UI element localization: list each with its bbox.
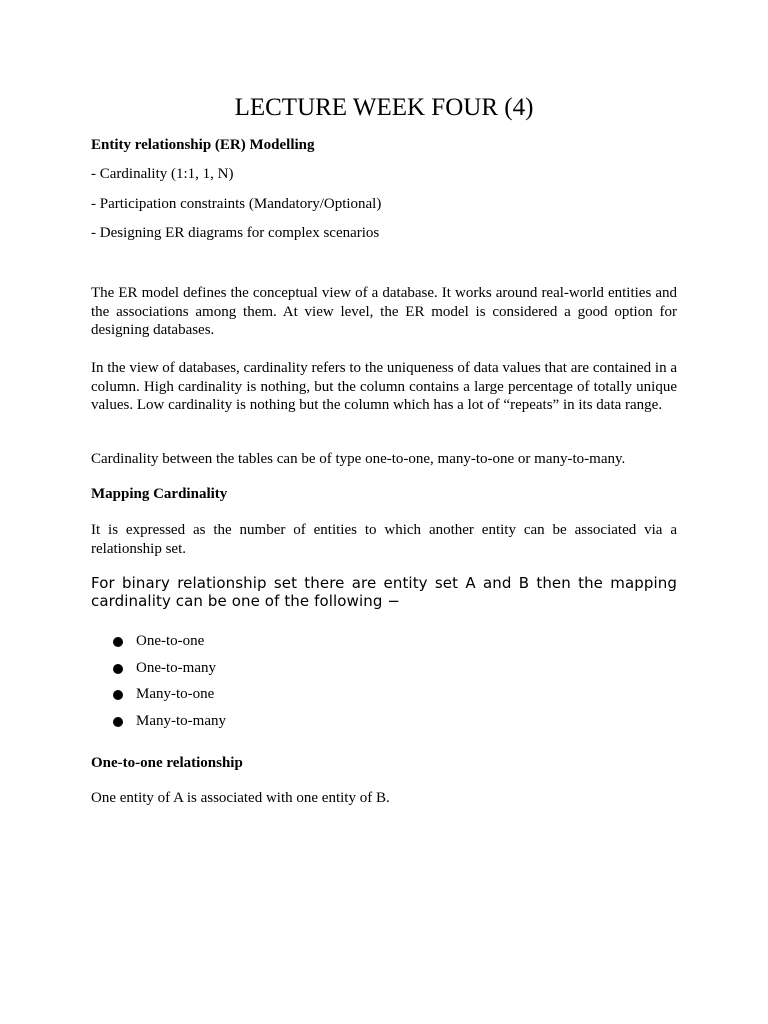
paragraph-cardinality-definition: In the view of databases, cardinality refers to the uniqueness of data values that are contained in a column. High cardinality is nothing, but the column contains a large percentage of totally unique values. Low cardinality is nothing but the column which has a lot of “repeats” in its data range. <box>91 360 677 413</box>
list-item <box>112 659 226 686</box>
bullet-icon <box>113 690 123 700</box>
bullet-icon <box>113 664 123 674</box>
bullet-icon <box>113 637 123 647</box>
topic-item: - Cardinality (1:1, 1, N) <box>91 166 234 182</box>
paragraph-cardinality-types: Cardinality between the tables can be of type one-to-one, many-to-one or many-to-many. <box>91 451 626 467</box>
list-item-label: One-to-many <box>136 659 216 676</box>
list-item <box>112 685 226 712</box>
page-title: LECTURE WEEK FOUR (4) <box>234 94 534 121</box>
list-item-label: One-to-one <box>136 633 205 649</box>
list-item-label: Many-to-many <box>136 712 226 729</box>
bullet-icon <box>113 717 123 727</box>
paragraph-er-model: The ER model defines the conceptual view of a database. It works around real-world entities and the associations among them. At view level, the ER model is considered a good option for designing databases. <box>91 285 677 338</box>
section-heading-er-modelling: Entity relationship (ER) Modelling <box>91 137 315 153</box>
section-heading-mapping-cardinality: Mapping Cardinality <box>91 486 228 502</box>
topic-item: - Participation constraints (Mandatory/Optional) <box>91 196 382 212</box>
paragraph-mapping-description: It is expressed as the number of entities to which another entity can be associated via a relationship set. <box>91 522 677 557</box>
mapping-types-list <box>112 632 226 738</box>
section-heading-one-to-one: One-to-one relationship <box>91 755 243 771</box>
paragraph-one-to-one: One entity of A is associated with one entity of B. <box>91 790 390 806</box>
list-item <box>112 712 226 739</box>
paragraph-binary-relationship: For binary relationship set there are entity set A and B then the mapping cardinality can be one of the following − <box>91 574 677 610</box>
topic-item: - Designing ER diagrams for complex scenarios <box>91 225 380 241</box>
list-item-label: Many-to-one <box>136 686 215 702</box>
list-item <box>112 632 226 659</box>
